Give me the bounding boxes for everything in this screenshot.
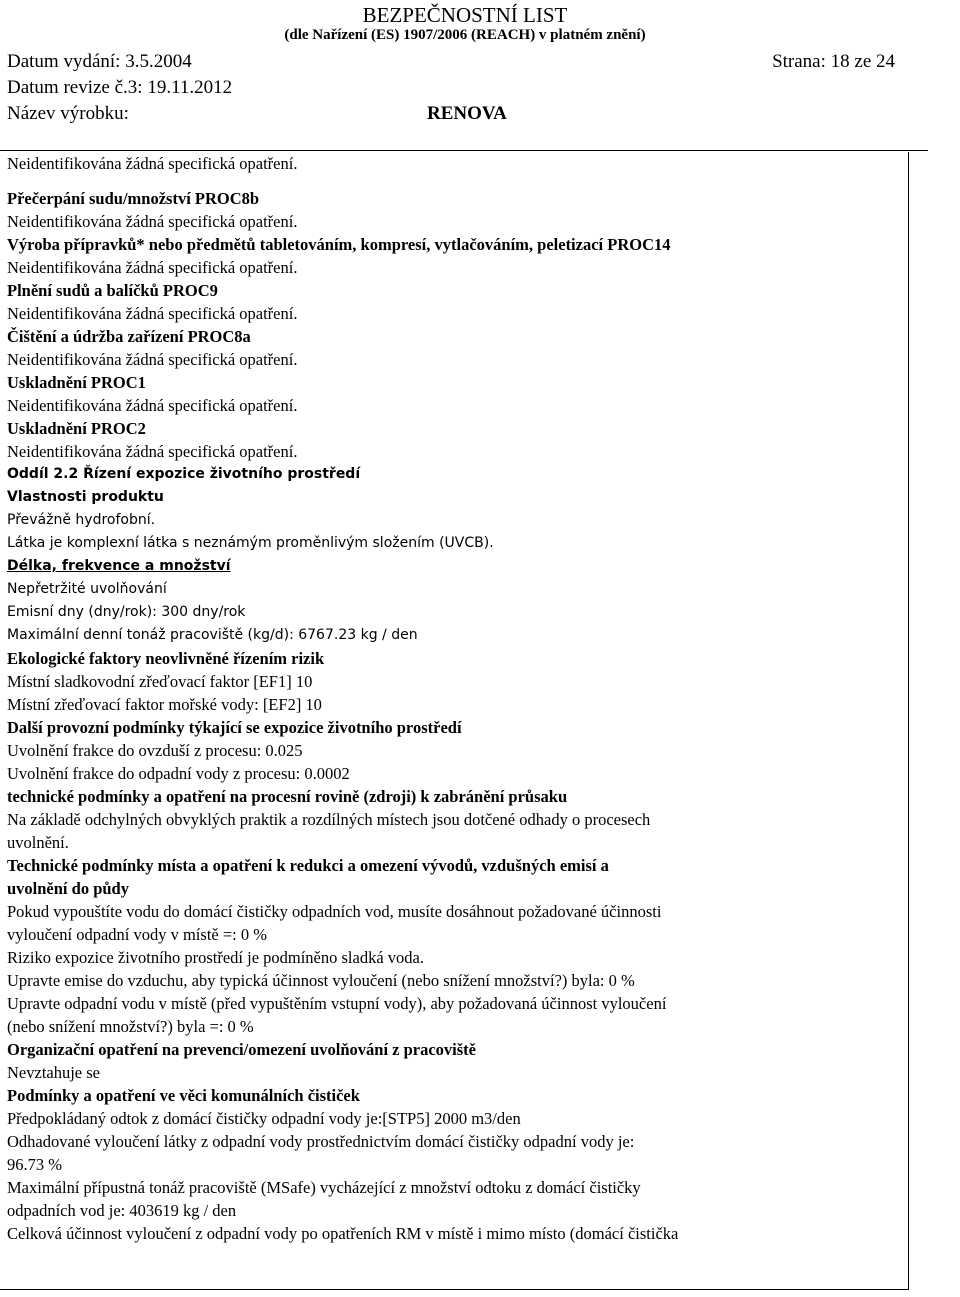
body-text: Uvolnění frakce do ovzduší z procesu: 0.025 [7, 741, 303, 760]
subsection-heading: technické podmínky a opatření na procesní rovině (zdroji) k zabránění průsaku [7, 787, 568, 806]
body-text: Emisní dny (dny/rok): 300 dny/rok [7, 604, 246, 620]
header-row-revision [7, 77, 895, 99]
body-text: Neidentifikována žádná specifická opatření. [7, 350, 298, 369]
body-text: Předpokládaný odtok z domácí čističky odpadní vody je:[STP5] 2000 m3/den [7, 1109, 521, 1128]
body-text: Uvolnění frakce do odpadní vody z procesu: 0.0002 [7, 764, 350, 783]
body-text: uvolnění. [7, 833, 69, 852]
body-text: Převážně hydrofobní. [7, 512, 156, 528]
revision-date: Datum revize č.3: 19.11.2012 [7, 77, 233, 98]
document-subtitle: (dle Nařízení (ES) 1907/2006 (REACH) v platném znění) [284, 27, 646, 43]
subsection-heading: Délka, frekvence a množství [7, 558, 231, 574]
subsection-heading: Technické podmínky místa a opatření k redukci a omezení vývodů, vzdušných emisí a [7, 856, 609, 875]
body-text: 96.73 % [7, 1155, 62, 1174]
body-text: Neidentifikována žádná specifická opatření. [7, 212, 298, 231]
body-text: Maximální denní tonáž pracoviště (kg/d): 6767.23 kg / den [7, 627, 418, 643]
body-text: Místní sladkovodní zřeďovací faktor [EF1] 10 [7, 672, 313, 691]
body-text: Neidentifikována žádná specifická opatření. [7, 258, 298, 277]
header-divider [0, 150, 928, 151]
body-text: Neidentifikována žádná specifická opatření. [7, 396, 298, 415]
body-text: Maximální přípustná tonáž pracoviště (MSafe) vycházející z množství odtoku z domácí čističky [7, 1178, 641, 1197]
subsection-heading: Další provozní podmínky týkající se expozice životního prostředí [7, 718, 462, 737]
section-heading: Přečerpání sudu/množství PROC8b [7, 189, 260, 208]
body-text: Místní zřeďovací faktor mořské vody: [EF2] 10 [7, 695, 322, 714]
subsection-heading: Vlastnosti produktu [7, 489, 164, 505]
body-text: Neidentifikována žádná specifická opatření. [7, 442, 298, 461]
body-text: Nepřetržité uvolňování [7, 581, 167, 597]
body-text: Upravte emise do vzduchu, aby typická účinnost vyloučení (nebo snížení množství?) byla: 0 % [7, 971, 635, 990]
page-info: Strana: 18 ze 24 [772, 51, 895, 72]
subsection-heading: Ekologické faktory neovlivněné řízením rizik [7, 649, 325, 668]
section-heading: Uskladnění PROC1 [7, 373, 146, 392]
section-heading: Uskladnění PROC2 [7, 419, 146, 438]
section-heading: Čištění a údržba zařízení PROC8a [7, 327, 251, 346]
header-row-issue [7, 51, 895, 73]
section-heading: Výroba přípravků* nebo předmětů tabletováním, kompresí, vytlačováním, peletizací PROC14 [7, 235, 671, 254]
body-text: Nevztahuje se [7, 1063, 100, 1082]
issue-date: Datum vydání: 3.5.2004 [7, 51, 192, 72]
document-title: BEZPEČNOSTNÍ LIST [362, 3, 568, 27]
body-text: Pokud vypouštíte vodu do domácí čističky odpadních vod, musíte dosáhnout požadované účinnosti [7, 902, 662, 921]
body-text: Upravte odpadní vodu v místě (před vypuštěním vstupní vody), aby požadovaná účinnost vyloučení [7, 994, 667, 1013]
product-label: Název výrobku: [7, 103, 129, 124]
body-text: Neidentifikována žádná specifická opatření. [7, 154, 298, 173]
body-text: vyloučení odpadní vody v místě =: 0 % [7, 925, 267, 944]
body-text: Neidentifikována žádná specifická opatření. [7, 304, 298, 323]
section-heading: Oddíl 2.2 Řízení expozice životního prostředí [7, 466, 361, 482]
subsection-heading: uvolnění do půdy [7, 879, 129, 898]
subsection-heading: Organizační opatření na prevenci/omezení uvolňování z pracoviště [7, 1040, 476, 1059]
section-heading: Plnění sudů a balíčků PROC9 [7, 281, 218, 300]
body-text: (nebo snížení množství?) byla =: 0 % [7, 1017, 254, 1036]
document-body [7, 152, 897, 1289]
body-text: Látka je komplexní látka s neznámým proměnlivým složením (UVCB). [7, 535, 494, 551]
body-text: Celková účinnost vyloučení z odpadní vody po opatřeních RM v místě i mimo místo (domácí čistička [7, 1224, 679, 1243]
body-text: Na základě odchylných obvyklých praktik a rozdílných místech jsou dotčené odhady o procesech [7, 810, 651, 829]
body-text: odpadních vod je: 403619 kg / den [7, 1201, 237, 1220]
product-name: RENOVA [427, 103, 507, 124]
body-text: Riziko expozice životního prostředí je podmíněno sladká voda. [7, 948, 424, 967]
header-row-product [7, 103, 895, 125]
subsection-heading: Podmínky a opatření ve věci komunálních čističek [7, 1086, 360, 1105]
body-text: Odhadované vyloučení látky z odpadní vody prostřednictvím domácí čističky odpadní vody je: [7, 1132, 635, 1151]
